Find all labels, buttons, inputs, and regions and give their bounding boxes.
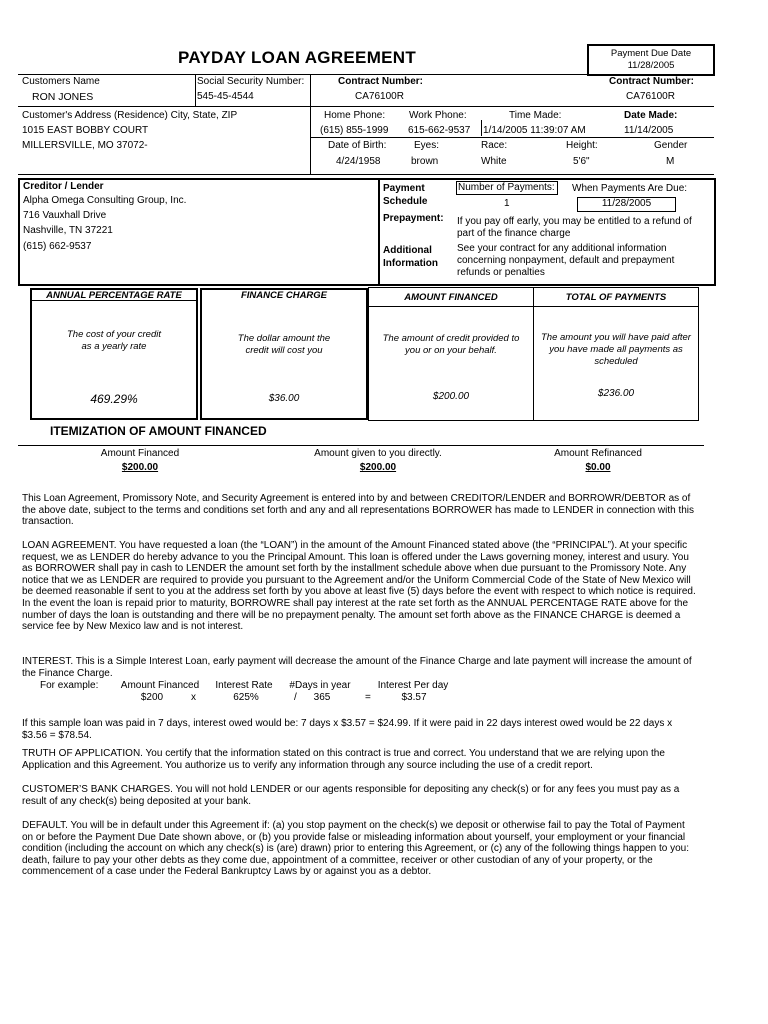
height-label: Height:: [566, 140, 598, 151]
address-line-1: 1015 EAST BOBBY COURT: [22, 125, 149, 136]
address-line-2: MILLERSVILLE, MO 37072-: [22, 140, 148, 151]
gender-value: M: [666, 156, 675, 167]
example-perday-value: $3.57: [401, 692, 427, 703]
intro-paragraph: This Loan Agreement, Promissory Note, and Security Agreement is entered into by and between CREDITOR/LENDER and BORROWR/DEBTOR as of the above date, subject to the terms and conditions set forth and any and all representations BORROWER has made to LENDER in connection with this transaction.: [22, 493, 695, 528]
total-of-payments-desc-2: you have made all payments as: [549, 344, 683, 355]
loan-agreement-paragraph: LOAN AGREEMENT. You have requested a loan (the “LOAN”) in the amount of the Amount Financed stated above (the “PRINCIPAL”). At your specific request, we as LENDER do hereby advance to you the Principal Amount. This loan is offered under the Laws governing money, interest and usury. You as BORROWER shall pay in cash to LENDER the amount set forth by the installment schedule above when due pursuant to the Promissory Note. Any notice that we as LENDER are required to provide you pursuant to the Agreement and/or the Uniform Commercial Code of the State of New Mexico will be deemed reasonable if sent to you at the address set forth by you above at least five (5) days before the event with respect to which notice is required. In the event the loan is repaid prior to maturity, BORROWRE shall pay interest at the rate set forth as the ANNUAL PERCENTAGE RATE above for the number of days the loan is outstanding and there will be no prepayment penalty. The amount set forth above as the FINANCE CHARGE is deemed a service fee by New Mexico law and is not interest.: [22, 540, 696, 633]
num-payments-value: 1: [504, 198, 510, 209]
time-made-label: Time Made:: [509, 110, 562, 121]
race-label: Race:: [481, 140, 508, 151]
amount-financed-desc-1: The amount of credit provided to: [382, 333, 520, 344]
creditor-name: Alpha Omega Consulting Group, Inc.: [23, 195, 187, 206]
prepayment-text-2: part of the finance charge: [457, 228, 571, 239]
bank-charges-paragraph: CUSTOMER’S BANK CHARGES. You will not hold LENDER or our agents responsible for depositing any check(s) or for any fees you must pay as a result of any check(s) being deposited at your bank.: [22, 784, 680, 807]
itemization-financed-value: $200.00: [121, 462, 159, 473]
contract-number-value-right: CA76100R: [626, 91, 675, 102]
work-phone-value: 615-662-9537: [408, 125, 471, 136]
creditor-city: Nashville, TN 37221: [23, 225, 113, 236]
prepayment-text-1: If you pay off early, you may be entitled to a refund of: [457, 216, 692, 227]
example-op-equals: =: [365, 692, 371, 703]
contract-number-label: Contract Number:: [338, 76, 424, 87]
dob-label: Date of Birth:: [328, 140, 387, 151]
total-of-payments-desc-3: scheduled: [594, 356, 638, 367]
home-phone-label: Home Phone:: [324, 110, 386, 121]
address-label: Customer's Address (Residence) City, State, ZIP: [22, 110, 238, 121]
apr-value: 469.29%: [90, 392, 138, 406]
example-amount-label: Amount Financed: [120, 680, 200, 691]
total-of-payments-desc-1: The amount you will have paid after: [541, 332, 691, 343]
time-made-value: 1/14/2005 11:39:07 AM: [483, 125, 586, 136]
additional-text-1: See your contract for any additional information: [457, 243, 667, 254]
itemization-refinanced-value: $0.00: [585, 462, 611, 473]
sample-paragraph: If this sample loan was paid in 7 days, interest owed would be: 7 days x $3.57 = $24.99. If it were paid in 22 days interest owed would be 22 days x $3.56 = $78.54.: [22, 718, 673, 741]
finance-charge-heading: FINANCE CHARGE: [240, 290, 328, 301]
interest-paragraph: INTEREST. This is a Simple Interest Loan, early payment will decrease the amount of the Finance Charge and late payment will increase the amount of the Finance Charge.: [22, 656, 692, 679]
date-made-label: Date Made:: [624, 110, 678, 121]
itemization-financed-label: Amount Financed: [100, 448, 180, 459]
eyes-label: Eyes:: [414, 140, 440, 151]
truth-paragraph: TRUTH OF APPLICATION. You certify that the information stated on this contract is true and correct. You understand that we are relying upon the Application and this Agreement. You authorize us to verify any information through any source including the use of a credit report.: [22, 748, 665, 771]
finance-charge-value: $36.00: [268, 393, 300, 404]
creditor-street: 716 Vauxhall Drive: [23, 210, 107, 221]
num-payments-label: Number of Payments:: [458, 182, 555, 193]
ssn-value: 545-45-4544: [197, 91, 254, 102]
apr-heading: ANNUAL PERCENTAGE RATE: [46, 290, 182, 301]
customer-name-label: Customers Name: [22, 76, 100, 87]
disclosure-finance-charge: [200, 288, 368, 420]
example-days-label: #Days in year: [289, 680, 351, 691]
payment-due-value: 11/28/2005: [627, 60, 675, 71]
race-value: White: [481, 156, 507, 167]
work-phone-label: Work Phone:: [409, 110, 467, 121]
disclosure-apr: [30, 288, 198, 420]
total-of-payments-value: $236.00: [597, 388, 635, 399]
example-op-divide: /: [294, 692, 297, 703]
payment-due-box: [587, 44, 715, 76]
default-paragraph: DEFAULT. You will be in default under this Agreement if: (a) you stop payment on the check(s) we deposit or otherwise fail to pay the Total of Payment on or before the Payment Due Date shown above, or (b) you provide false or misleading information about yourself, your employment or your financial condition (including the account on which any check(s) is (are) drawn) prior to entering this Agreement, or (c) any of the following things happen to you: death, failure to pay your other debts as they come due, appointment of a committee, receiver or other custodian of any of your property, or the commencement of a case under the Federal Bankruptcy Laws by or against you as a debtor.: [22, 820, 690, 878]
example-amount-value: $200: [140, 692, 164, 703]
creditor-phone: (615) 662-9537: [23, 241, 92, 252]
example-rate-label: Interest Rate: [215, 680, 273, 691]
dob-value: 4/24/1958: [336, 156, 381, 167]
amount-financed-desc-2: you or on your behalf.: [405, 345, 497, 356]
contract-number-value: CA76100R: [355, 91, 404, 102]
itemization-heading: ITEMIZATION OF AMOUNT FINANCED: [50, 424, 267, 438]
disclosure-amount-financed: [368, 287, 534, 421]
disclosure-total-of-payments: [533, 287, 699, 421]
when-due-value: 11/28/2005: [601, 198, 652, 209]
eyes-value: brown: [411, 156, 439, 167]
apr-desc-2: as a yearly rate: [81, 341, 147, 352]
height-value: 5'6": [573, 156, 590, 167]
payment-schedule-label-2: Schedule: [383, 196, 428, 207]
example-rate-value: 625%: [233, 692, 259, 703]
finance-charge-desc-1: The dollar amount the: [237, 333, 331, 344]
home-phone-value: (615) 855-1999: [320, 125, 389, 136]
creditor-label: Creditor / Lender: [23, 181, 104, 192]
additional-text-2: concerning nonpayment, default and prepayment: [457, 255, 675, 266]
itemization-refinanced-label: Amount Refinanced: [554, 448, 642, 459]
example-label: For example:: [40, 680, 99, 691]
additional-label-2: Information: [383, 258, 438, 269]
additional-text-3: refunds or penalties: [457, 267, 545, 278]
apr-desc-1: The cost of your credit: [67, 329, 161, 340]
payment-due-label: Payment Due Date: [610, 48, 692, 59]
date-made-value: 11/14/2005: [624, 125, 674, 136]
prepayment-label: Prepayment:: [383, 213, 444, 224]
page-title: PAYDAY LOAN AGREEMENT: [178, 48, 417, 67]
finance-charge-desc-2: credit will cost you: [245, 345, 323, 356]
payment-schedule-label-1: Payment: [383, 183, 425, 194]
additional-label-1: Additional: [383, 245, 432, 256]
example-days-value: 365: [313, 692, 331, 703]
gender-label: Gender: [654, 140, 688, 151]
amount-financed-heading: AMOUNT FINANCED: [404, 292, 498, 303]
contract-number-label-right: Contract Number:: [609, 76, 695, 87]
itemization-given-label: Amount given to you directly.: [314, 448, 442, 459]
when-due-label: When Payments Are Due:: [572, 183, 688, 194]
amount-financed-value: $200.00: [432, 391, 470, 402]
customer-name: RON JONES: [32, 91, 94, 103]
example-perday-label: Interest Per day: [377, 680, 449, 691]
total-of-payments-heading: TOTAL OF PAYMENTS: [565, 292, 667, 303]
ssn-label: Social Security Number:: [197, 76, 305, 87]
itemization-given-value: $200.00: [359, 462, 397, 473]
example-op-times: x: [191, 692, 196, 703]
